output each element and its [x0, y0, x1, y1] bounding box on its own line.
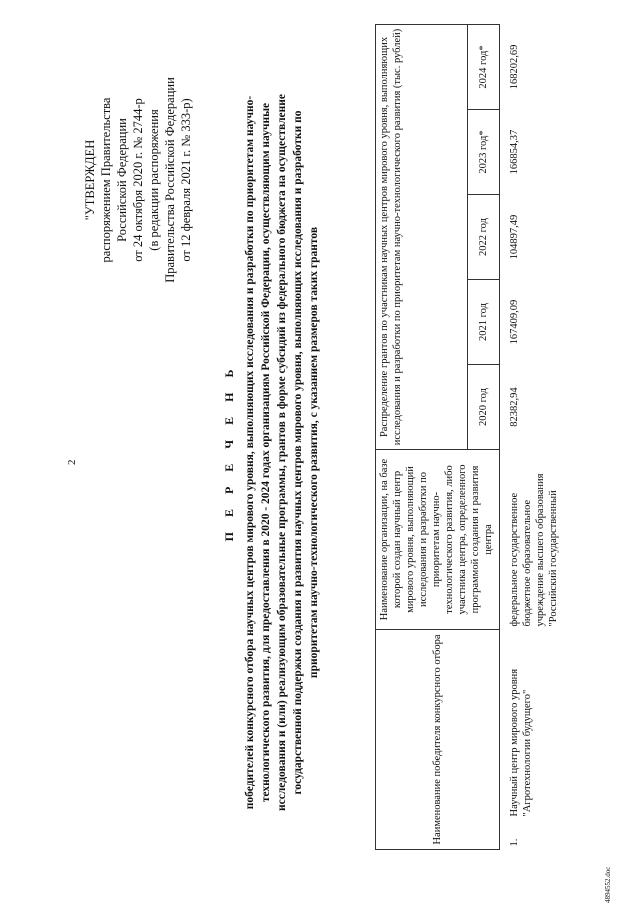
year-2021: 2021 год: [468, 280, 500, 365]
page-number: 2: [66, 459, 78, 465]
approval-line: от 12 февраля 2021 г. № 333-р): [179, 98, 193, 262]
row-value-2023: 166854,37: [509, 129, 520, 175]
header-organization: Наименование организации, на базе которой создан научный центр мирового уровня, выполняющий исследования и разработки по приоритетам научно-технологического развития, либо участника центра, определенного программой создания и развития центра: [376, 450, 500, 630]
approval-line: (в редакции распоряжения: [147, 109, 161, 251]
approval-stamp: [82, 55, 194, 305]
row-value-2021: 167409,09: [509, 299, 520, 345]
year-2020: 2020 год: [468, 365, 500, 450]
row-value-2020: 82382,94: [509, 387, 520, 427]
header-grants: Распределение грантов по участникам научных центров мирового уровня, выполняющих исследования и разработки по приоритетам научно-технологического развития (тыс. рублей): [376, 24, 468, 449]
table-header-row: [376, 24, 468, 849]
approval-line: "УТВЕРЖДЕН: [83, 139, 97, 221]
approval-line: Российской Федерации: [115, 118, 129, 242]
row-value-2022: 104897,49: [509, 214, 520, 260]
header-winner: Наименование победителя конкурсного отбора: [376, 630, 500, 850]
approval-line: распоряжением Правительства: [99, 97, 113, 263]
row-number: 1.: [509, 838, 520, 847]
row-organization: федеральное государственное бюджетное образовательное учреждение высшего образования "Российский государственный: [509, 473, 559, 627]
row-value-2024: 168202,69: [509, 44, 520, 90]
file-name: 4894552.doc: [604, 866, 612, 903]
table-row: [500, 24, 563, 849]
approval-line: Правительства Российской Федерации: [163, 77, 177, 283]
grants-table: [375, 24, 562, 850]
row-winner: Научный центр мирового уровня "Агротехнологии будущего": [509, 668, 533, 817]
year-2023: 2023 год*: [468, 110, 500, 195]
year-2024: 2024 год*: [468, 24, 500, 109]
year-2022: 2022 год: [468, 195, 500, 280]
document-subtitle: победителей конкурсного отбора научных центров мирового уровня, выполняющих исследования и разработки по приоритетам научно-технологического развития, для предоставления в 2020 - 2024 годах организациям Российской Федерации, осуществляющим научные исследования и (или) реализующим образовательные программы, грантов в форме субсидий из федерального бюджета на осуществление государственной поддержки создания и развития научных центров мирового уровня, выполняющих исследования и разработки по приоритетам научно-технологического развития, с указанием размеров таких грантов: [244, 94, 320, 811]
document-title: П Е Р Е Ч Е Н Ь: [222, 363, 236, 542]
approval-line: от 24 октября 2020 г. № 2744-р: [131, 98, 145, 262]
